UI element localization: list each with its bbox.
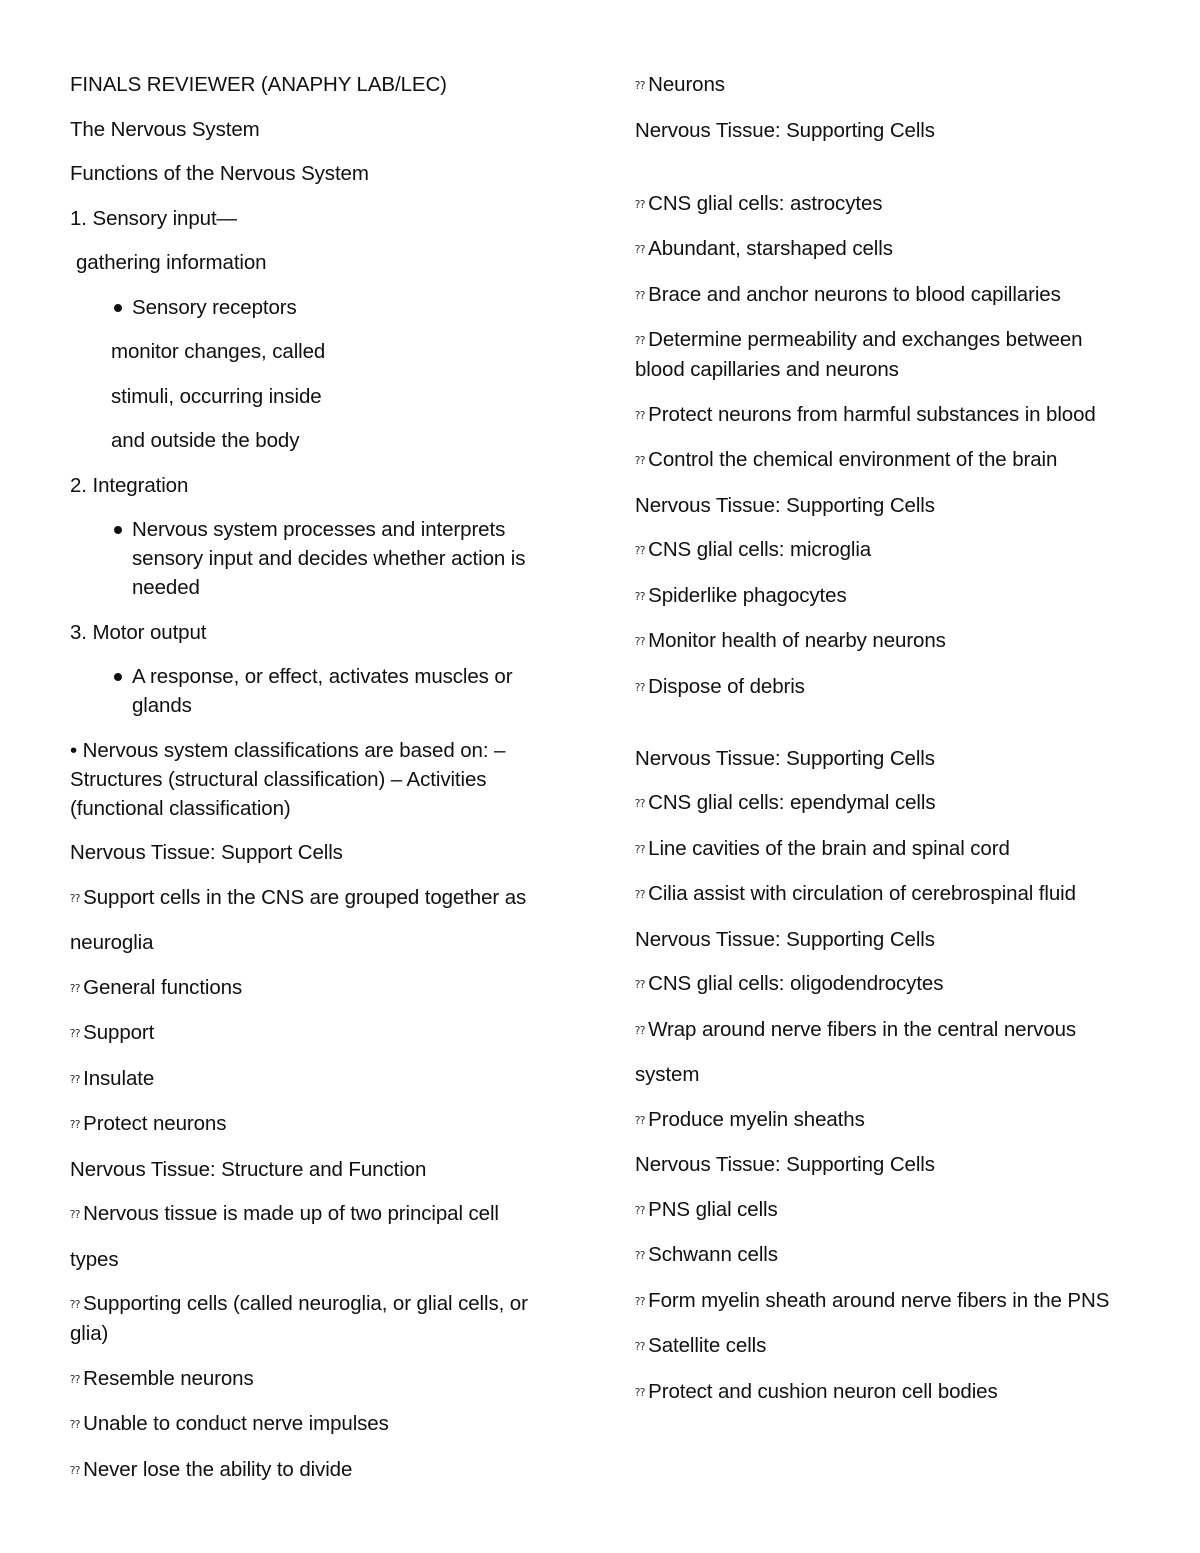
bullet-item <box>70 662 570 720</box>
missing-glyph-icon: ⁇ <box>635 197 645 211</box>
missing-glyph-icon: ⁇ <box>70 891 80 905</box>
list-item <box>70 1364 570 1394</box>
missing-glyph-icon: ⁇ <box>70 1298 80 1311</box>
list-item: neuroglia <box>70 931 154 954</box>
missing-glyph-icon: ⁇ <box>635 544 645 557</box>
list-item <box>635 325 1135 384</box>
bullet-icon <box>114 304 122 312</box>
section-heading: Functions of the Nervous System <box>70 162 369 185</box>
missing-glyph-icon: ⁇ <box>635 1385 645 1399</box>
list-item <box>635 1286 1135 1316</box>
item-text: Schwann cells <box>648 1243 778 1266</box>
item-text: General functions <box>83 975 243 999</box>
section-heading: Nervous Tissue: Structure and Function <box>70 1157 427 1181</box>
missing-glyph-icon: ⁇ <box>635 1340 645 1353</box>
list-item <box>635 1015 1135 1045</box>
list-item <box>635 788 1135 818</box>
bullet-icon <box>114 526 122 534</box>
list-item: 3. Motor output <box>70 620 207 644</box>
list-item <box>635 1377 1135 1407</box>
item-text: Resemble neurons <box>83 1366 254 1390</box>
document-title: FINALS REVIEWER (ANAPHY LAB/LEC) <box>70 73 447 96</box>
item-text: PNS glial cells <box>648 1197 778 1221</box>
list-item <box>635 445 1135 475</box>
item-text: Supporting cells (called neuroglia, or glial cells, or glia) <box>70 1292 528 1345</box>
list-item <box>635 189 1135 219</box>
missing-glyph-icon: ⁇ <box>635 1249 645 1262</box>
item-text: Nervous tissue is made up of two principal cell <box>83 1202 499 1225</box>
missing-glyph-icon: ⁇ <box>635 842 645 856</box>
item-text: Line cavities of the brain and spinal cord <box>648 836 1010 860</box>
bullet-item <box>70 293 570 322</box>
item-text: Control the chemical environment of the brain <box>648 448 1058 471</box>
list-item <box>635 1195 1135 1225</box>
missing-glyph-icon: ⁇ <box>70 1463 80 1477</box>
item-text: Monitor health of nearby neurons <box>648 629 946 652</box>
missing-glyph-icon: ⁇ <box>70 1072 80 1086</box>
item-text: Cilia assist with circulation of cerebrospinal fluid <box>648 882 1076 905</box>
missing-glyph-icon: ⁇ <box>635 288 645 302</box>
missing-glyph-icon: ⁇ <box>635 454 645 467</box>
right-column <box>635 70 1135 1422</box>
item-text: Satellite cells <box>648 1334 767 1357</box>
missing-glyph-icon: ⁇ <box>635 978 645 991</box>
list-item <box>635 400 1135 430</box>
bullet-icon <box>114 673 122 681</box>
missing-glyph-icon: ⁇ <box>635 635 645 648</box>
list-item <box>70 1064 570 1094</box>
missing-glyph-icon: ⁇ <box>635 797 645 810</box>
item-text: Dispose of debris <box>648 674 805 698</box>
list-item: monitor changes, called <box>111 340 326 363</box>
item-text: CNS glial cells: ependymal cells <box>648 791 936 814</box>
list-item <box>635 1105 1135 1135</box>
list-item <box>635 672 1135 702</box>
missing-glyph-icon: ⁇ <box>635 408 645 422</box>
missing-glyph-icon: ⁇ <box>635 589 645 603</box>
missing-glyph-icon: ⁇ <box>70 1372 80 1386</box>
list-item <box>635 280 1135 310</box>
item-text: Wrap around nerve fibers in the central nervous <box>648 1017 1077 1041</box>
missing-glyph-icon: ⁇ <box>635 243 645 256</box>
item-text: Protect neurons <box>83 1112 227 1135</box>
missing-glyph-icon: ⁇ <box>70 1418 80 1431</box>
item-text: Protect neurons from harmful substances in blood <box>648 402 1096 426</box>
item-text: Protect and cushion neuron cell bodies <box>648 1379 998 1403</box>
missing-glyph-icon: ⁇ <box>635 680 645 694</box>
item-text: Support <box>83 1021 155 1044</box>
missing-glyph-icon: ⁇ <box>635 1294 645 1308</box>
missing-glyph-icon: ⁇ <box>635 1113 645 1127</box>
bullet-text: Sensory receptors <box>132 295 297 319</box>
missing-glyph-icon: ⁇ <box>635 79 645 92</box>
list-item <box>70 1018 570 1048</box>
section-heading: Nervous Tissue: Supporting Cells <box>635 1153 935 1176</box>
list-item: system <box>635 1063 700 1086</box>
left-column <box>70 70 570 1500</box>
missing-glyph-icon: ⁇ <box>70 1027 80 1040</box>
item-text: Neurons <box>648 73 725 96</box>
item-text: Produce myelin sheaths <box>648 1107 865 1131</box>
list-item: and outside the body <box>111 429 300 452</box>
item-text: Abundant, starshaped cells <box>648 237 893 260</box>
list-item: 1. Sensory input— <box>70 206 237 230</box>
missing-glyph-icon: ⁇ <box>635 1023 645 1037</box>
section-heading: Nervous Tissue: Supporting Cells <box>635 493 935 517</box>
section-heading: Nervous Tissue: Supporting Cells <box>635 118 935 142</box>
item-text: Form myelin sheath around nerve fibers in the PNS <box>648 1288 1110 1312</box>
item-text: Never lose the ability to divide <box>83 1457 353 1481</box>
section-heading: Nervous Tissue: Supporting Cells <box>635 927 935 951</box>
list-item <box>635 581 1135 611</box>
list-item: stimuli, occurring inside <box>111 384 322 408</box>
item-text: CNS glial cells: oligodendrocytes <box>648 972 944 995</box>
chapter-heading: The Nervous System <box>70 117 260 141</box>
missing-glyph-icon: ⁇ <box>635 888 645 901</box>
list-item <box>635 535 1135 565</box>
list-item <box>70 1409 570 1439</box>
list-item: types <box>70 1247 119 1271</box>
item-text: Spiderlike phagocytes <box>648 583 847 607</box>
bullet-item <box>70 515 570 602</box>
list-item <box>70 883 570 913</box>
item-text: Unable to conduct nerve impulses <box>83 1412 389 1435</box>
list-item <box>635 1240 1135 1270</box>
item-text: Support cells in the CNS are grouped together as <box>83 885 527 909</box>
item-text: Insulate <box>83 1066 155 1090</box>
item-text: Brace and anchor neurons to blood capillaries <box>648 282 1061 306</box>
missing-glyph-icon: ⁇ <box>70 1118 80 1131</box>
list-item <box>635 234 1135 264</box>
list-item <box>635 969 1135 999</box>
list-item <box>70 1289 570 1348</box>
list-item <box>70 973 570 1003</box>
missing-glyph-icon: ⁇ <box>70 981 80 995</box>
missing-glyph-icon: ⁇ <box>635 334 645 347</box>
list-item <box>635 1331 1135 1361</box>
list-item <box>635 626 1135 656</box>
item-text: CNS glial cells: astrocytes <box>648 191 883 215</box>
bullet-text: Nervous system processes and interprets sensory input and decides whether action is needed <box>132 518 526 599</box>
list-item: gathering information <box>76 251 267 274</box>
list-item <box>70 1455 570 1485</box>
item-text: CNS glial cells: microglia <box>648 538 872 561</box>
list-item <box>70 1199 570 1229</box>
list-item <box>635 834 1135 864</box>
section-heading: Nervous Tissue: Support Cells <box>70 841 343 864</box>
item-text: Determine permeability and exchanges between blood capillaries and neurons <box>635 328 1083 381</box>
list-item: 2. Integration <box>70 473 189 497</box>
bullet-text: A response, or effect, activates muscles or glands <box>132 665 513 717</box>
list-item <box>635 70 1135 100</box>
section-heading: Nervous Tissue: Supporting Cells <box>635 746 935 770</box>
list-item <box>635 879 1135 909</box>
list-item <box>70 1109 570 1139</box>
missing-glyph-icon: ⁇ <box>635 1203 645 1217</box>
paragraph: • Nervous system classifications are based on: – Structures (structural classification) – Activities (functional classification) <box>70 738 506 820</box>
missing-glyph-icon: ⁇ <box>70 1208 80 1221</box>
